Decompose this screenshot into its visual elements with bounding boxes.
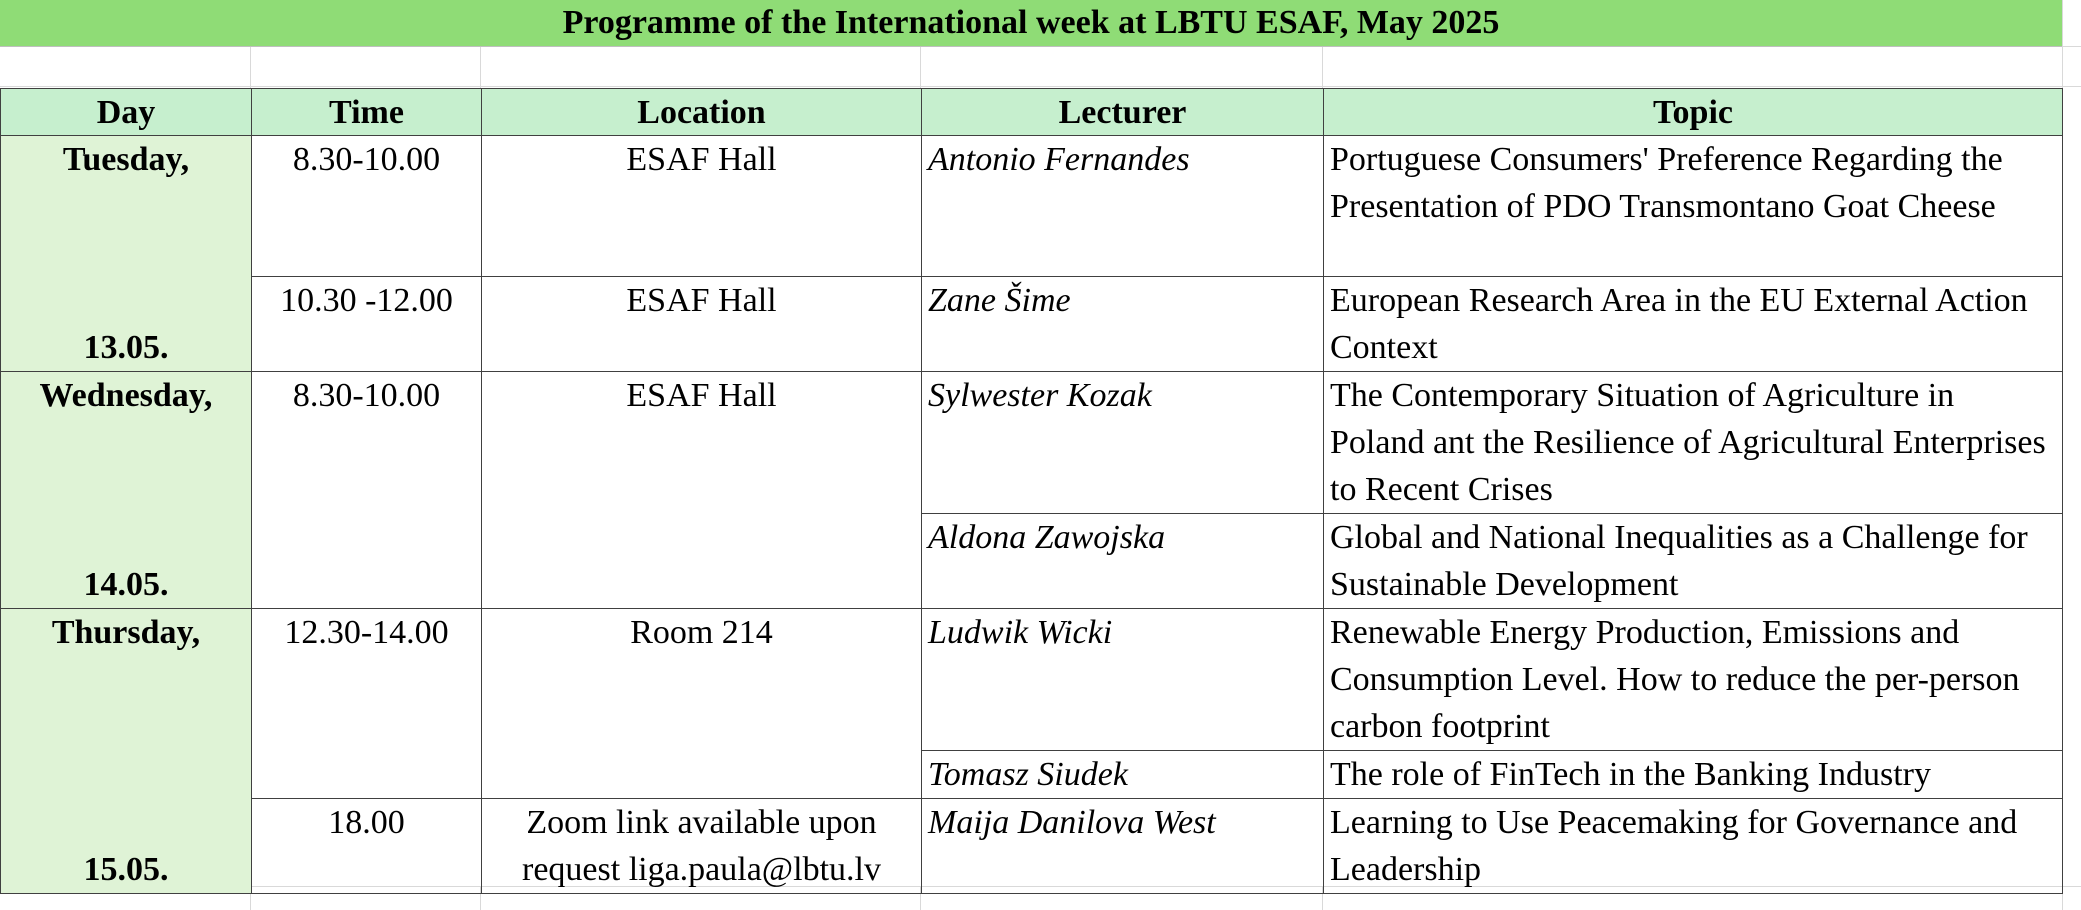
- topic-cell: Learning to Use Peacemaking for Governance and Leadership: [1324, 799, 2063, 894]
- time-cell: 8.30-10.00: [252, 372, 482, 609]
- header-day: Day: [1, 89, 252, 136]
- header-location: Location: [482, 89, 922, 136]
- table-row: [1, 372, 2063, 514]
- time-cell: 18.00: [252, 799, 482, 894]
- header-row: [1, 89, 2063, 136]
- table-row: [1, 277, 2063, 372]
- time-cell: 8.30-10.00: [252, 136, 482, 277]
- lecturer-cell: Sylwester Kozak: [922, 372, 1324, 514]
- table-row: [1, 136, 2063, 277]
- day-cell-thursday: [1, 609, 252, 894]
- topic-cell: European Research Area in the EU External Action Context: [1324, 277, 2063, 372]
- lecturer-cell: Aldona Zawojska: [922, 514, 1324, 609]
- lecturer-cell: Zane Šime: [922, 277, 1324, 372]
- programme-table: [0, 88, 2063, 894]
- location-cell: ESAF Hall: [482, 136, 922, 277]
- day-name: Wednesday,: [39, 377, 213, 414]
- topic-line: Presentation of PDO Transmontano Goat Cheese: [1330, 188, 1996, 225]
- grid-line: [480, 46, 481, 88]
- day-date: 15.05.: [83, 851, 169, 888]
- day-cell-wednesday: [1, 372, 252, 609]
- day-date: 14.05.: [83, 566, 169, 603]
- day-date: 13.05.: [83, 329, 169, 366]
- location-cell: ESAF Hall: [482, 277, 922, 372]
- day-name: Tuesday,: [62, 141, 190, 178]
- header-topic: Topic: [1324, 89, 2063, 136]
- location-cell: Room 214: [482, 609, 922, 799]
- grid-line: [1322, 46, 1323, 88]
- time-cell: 12.30-14.00: [252, 609, 482, 799]
- time-cell: 10.30 -12.00: [252, 277, 482, 372]
- table-row: [1, 799, 2063, 894]
- topic-cell: Global and National Inequalities as a Challenge for Sustainable Development: [1324, 514, 2063, 609]
- location-cell: ESAF Hall: [482, 372, 922, 609]
- grid-line: [0, 86, 2081, 87]
- topic-cell: [1324, 136, 2063, 277]
- lecturer-cell: Ludwik Wicki: [922, 609, 1324, 751]
- lecturer-cell: Antonio Fernandes: [922, 136, 1324, 277]
- topic-cell: The Contemporary Situation of Agriculture in Poland ant the Resilience of Agricultural Enterprises to Recent Crises: [1324, 372, 2063, 514]
- topic-cell: The role of FinTech in the Banking Industry: [1324, 751, 2063, 799]
- lecturer-cell: Maija Danilova West: [922, 799, 1324, 894]
- lecturer-cell: Tomasz Siudek: [922, 751, 1324, 799]
- page-title: Programme of the International week at LBTU ESAF, May 2025: [0, 0, 2062, 47]
- table-row: [1, 609, 2063, 751]
- header-time: Time: [252, 89, 482, 136]
- topic-line: Portuguese Consumers' Preference Regarding the: [1330, 141, 2003, 178]
- day-cell-tuesday: [1, 136, 252, 372]
- grid-line: [250, 46, 251, 88]
- header-lecturer: Lecturer: [922, 89, 1324, 136]
- location-cell: Zoom link available upon request liga.paula@lbtu.lv: [482, 799, 922, 894]
- grid-line: [920, 46, 921, 88]
- day-name: Thursday,: [51, 614, 201, 651]
- topic-cell: Renewable Energy Production, Emissions and Consumption Level. How to reduce the per-person carbon footprint: [1324, 609, 2063, 751]
